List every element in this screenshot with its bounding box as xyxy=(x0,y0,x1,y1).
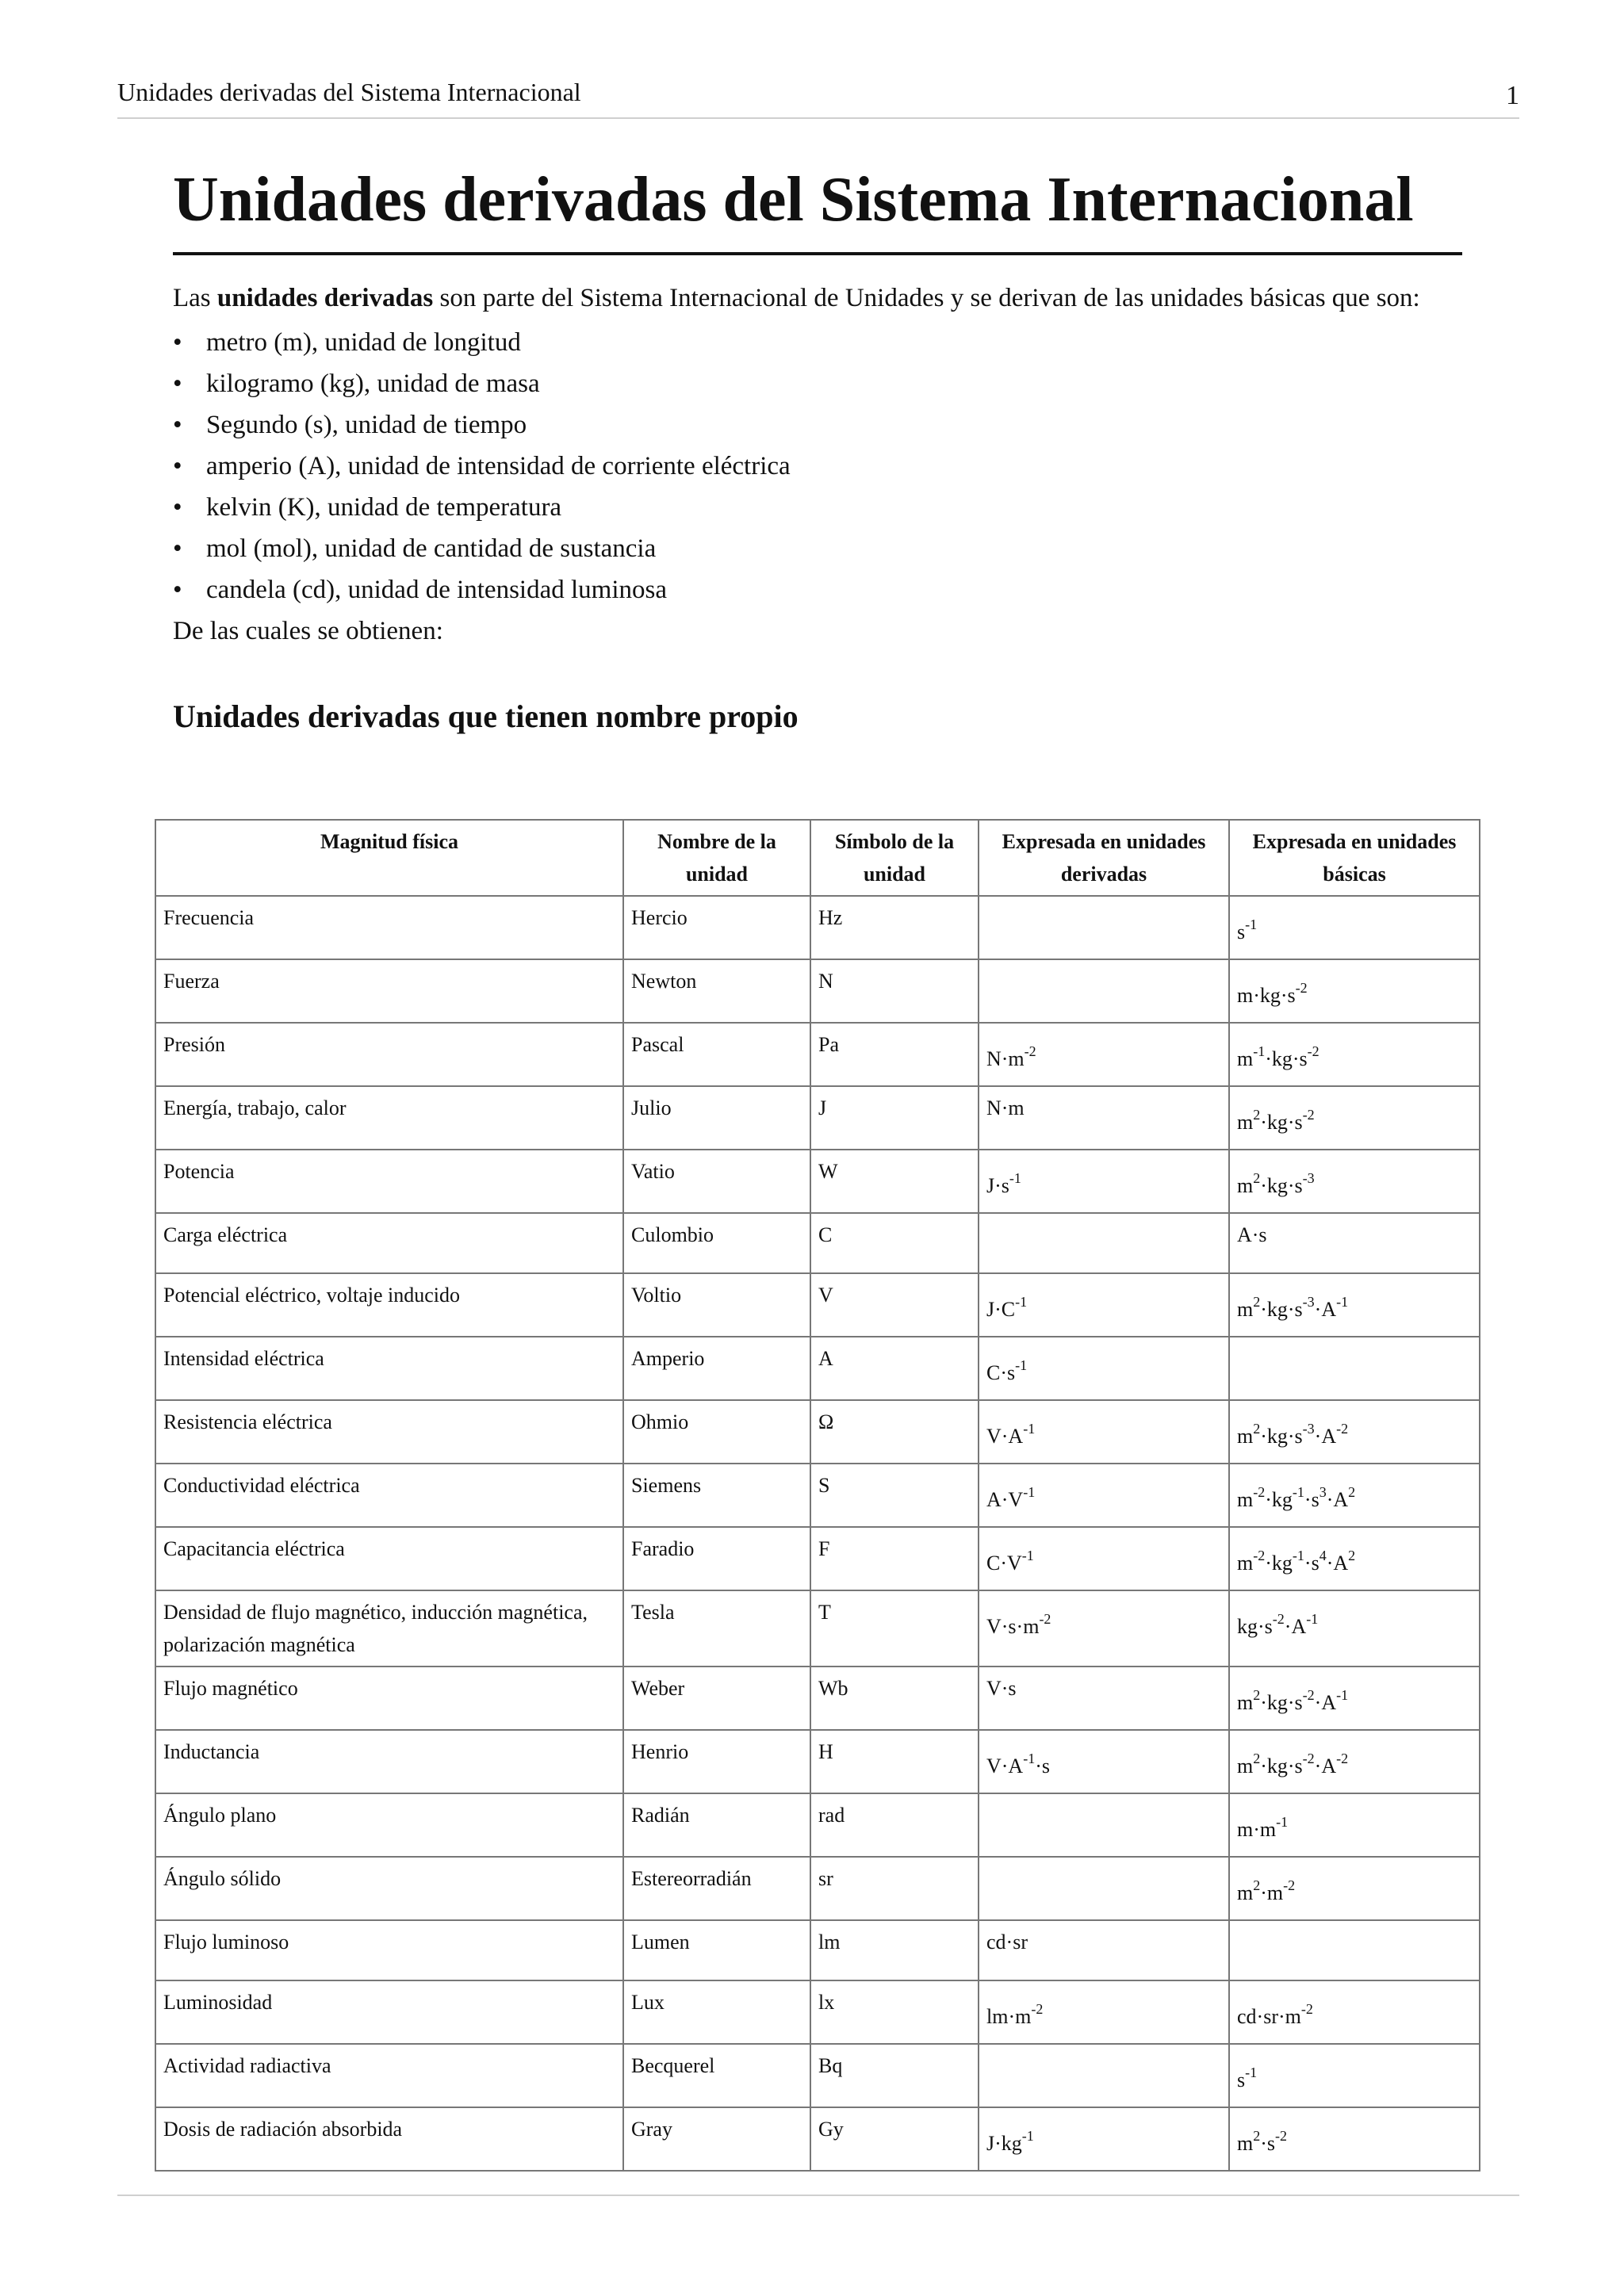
table-cell xyxy=(623,1023,810,1086)
table-cell xyxy=(623,1213,810,1273)
table-cell xyxy=(810,1086,979,1150)
table-cell xyxy=(1229,1920,1480,1980)
bullet-glyph: • xyxy=(173,493,182,522)
table-cell xyxy=(155,1730,623,1793)
column-header: Expresada en unidades derivadas xyxy=(979,820,1229,896)
table-row xyxy=(155,1337,1480,1400)
table-cell xyxy=(155,2044,623,2107)
table-row xyxy=(155,1527,1480,1590)
cell-value: Estereorradián xyxy=(631,1867,752,1890)
table-cell xyxy=(1229,1150,1480,1213)
base-units-list xyxy=(173,322,1462,610)
table-cell xyxy=(155,1590,623,1667)
table-cell xyxy=(623,1400,810,1464)
table-row xyxy=(155,1730,1480,1793)
table-row xyxy=(155,1920,1480,1980)
bullet-glyph: • xyxy=(173,328,182,357)
cell-value: Actividad radiactiva xyxy=(163,2054,331,2077)
list-item-text: Segundo (s), unidad de tiempo xyxy=(206,411,527,439)
list-item-text: mol (mol), unidad de cantidad de sustancia xyxy=(206,534,657,563)
cell-value: Intensidad eléctrica xyxy=(163,1347,324,1370)
table-cell xyxy=(979,1857,1229,1920)
table-cell xyxy=(1229,1086,1480,1150)
table-row xyxy=(155,1464,1480,1527)
table-cell xyxy=(810,1150,979,1213)
table-cell xyxy=(155,1023,623,1086)
list-item-text: metro (m), unidad de longitud xyxy=(206,328,521,357)
table-cell xyxy=(979,1980,1229,2044)
bullet-glyph: • xyxy=(173,369,182,398)
cell-value: H xyxy=(818,1740,833,1763)
cell-value: Inductancia xyxy=(163,1740,260,1763)
table-cell xyxy=(979,1730,1229,1793)
page-number: 1 xyxy=(1506,81,1519,110)
table-cell xyxy=(155,1464,623,1527)
list-item-text: kilogramo (kg), unidad de masa xyxy=(206,369,540,398)
cell-value: $m^2\cdot m^{-2}$ xyxy=(1237,1877,1296,1904)
cell-value: Lumen xyxy=(631,1931,690,1954)
cell-value: $m^2\cdot kg\cdot s^{-2}$ xyxy=(1237,1107,1315,1134)
table-cell xyxy=(155,1667,623,1730)
table-cell xyxy=(979,959,1229,1023)
cell-value: C xyxy=(818,1223,833,1246)
table-cell xyxy=(623,1920,810,1980)
bullet-glyph: • xyxy=(173,576,182,604)
list-item xyxy=(173,569,1462,610)
intro-pre: Las xyxy=(173,284,217,312)
cell-value: $kg\cdot s^{-2}\cdot A^{-1}$ xyxy=(1237,1611,1319,1638)
table-row xyxy=(155,1273,1480,1337)
bullet-glyph: • xyxy=(173,452,182,480)
table-cell xyxy=(810,1730,979,1793)
cell-value: Energía, trabajo, calor xyxy=(163,1096,347,1119)
cell-value: Potencia xyxy=(163,1160,235,1183)
table-cell xyxy=(979,1464,1229,1527)
table-cell xyxy=(1229,1667,1480,1730)
cell-value: $C\cdot s^{-1}$ xyxy=(986,1357,1028,1384)
intro-post: son parte del Sistema Internacional de Unidades y se derivan de las unidades básicas que son: xyxy=(433,284,1420,312)
table-cell xyxy=(623,896,810,959)
intro-paragraph xyxy=(173,277,1462,319)
table-cell xyxy=(623,1273,810,1337)
table-cell xyxy=(623,1793,810,1857)
list-item xyxy=(173,487,1462,528)
table-cell xyxy=(1229,896,1480,959)
table-cell xyxy=(979,1023,1229,1086)
cell-value: $s^{-1}$ xyxy=(1237,2064,1258,2091)
table-cell xyxy=(810,1920,979,1980)
cell-value: $s^{-1}$ xyxy=(1237,916,1258,943)
list-item xyxy=(173,528,1462,569)
cell-value: Weber xyxy=(631,1677,685,1700)
list-item xyxy=(173,446,1462,487)
table-cell xyxy=(155,959,623,1023)
cell-value: Densidad de flujo magnético, inducción magnética, polarización magnética xyxy=(163,1601,588,1656)
table-cell xyxy=(979,1086,1229,1150)
table-cell xyxy=(155,1273,623,1337)
cell-value: $V\cdot A^{-1}\cdot s$ xyxy=(986,1751,1050,1777)
cell-value: Lux xyxy=(631,1991,665,2014)
cell-value: $A\cdot V^{-1}$ xyxy=(986,1484,1036,1511)
table-cell xyxy=(979,1590,1229,1667)
column-header: Símbolo de la unidad xyxy=(810,820,979,896)
table-cell xyxy=(155,1980,623,2044)
cell-value: Carga eléctrica xyxy=(163,1223,288,1246)
cell-value: Tesla xyxy=(631,1601,675,1624)
cell-value: cd·sr xyxy=(986,1931,1028,1954)
table-cell xyxy=(810,1273,979,1337)
cell-value: Potencial eléctrico, voltaje inducido xyxy=(163,1284,460,1307)
table-cell xyxy=(810,1590,979,1667)
cell-value: Hercio xyxy=(631,906,688,929)
cell-value: F xyxy=(818,1537,830,1560)
table-cell xyxy=(810,959,979,1023)
cell-value: $J\cdot C^{-1}$ xyxy=(986,1294,1028,1321)
cell-value: $m^{-2}\cdot kg^{-1}\cdot s^3\cdot A^2$ xyxy=(1237,1484,1356,1511)
table-cell xyxy=(979,1150,1229,1213)
table-cell xyxy=(979,1213,1229,1273)
cell-value: V xyxy=(818,1284,833,1307)
table-cell xyxy=(810,1527,979,1590)
table-cell xyxy=(155,896,623,959)
cell-value: lx xyxy=(818,1991,835,2014)
cell-value: $J\cdot kg^{-1}$ xyxy=(986,2128,1034,2155)
section-title: Unidades derivadas que tienen nombre propio xyxy=(173,698,799,734)
cell-value: Amperio xyxy=(631,1347,705,1370)
table-cell xyxy=(1229,1337,1480,1400)
running-title: Unidades derivadas del Sistema Internacional xyxy=(117,78,581,106)
table-cell xyxy=(623,1086,810,1150)
cell-value: rad xyxy=(818,1804,845,1827)
table-row xyxy=(155,1590,1480,1667)
table-cell xyxy=(623,1980,810,2044)
cell-value: lm xyxy=(818,1931,841,1954)
list-item-text: kelvin (K), unidad de temperatura xyxy=(206,493,562,522)
table-cell xyxy=(979,1920,1229,1980)
column-header: Expresada en unidades básicas xyxy=(1229,820,1480,896)
table-cell xyxy=(979,896,1229,959)
cell-value: Ángulo sólido xyxy=(163,1867,282,1890)
cell-value: Julio xyxy=(631,1096,672,1119)
cell-value: W xyxy=(818,1160,838,1183)
table-cell xyxy=(155,1213,623,1273)
table-row xyxy=(155,959,1480,1023)
cell-value: Bq xyxy=(818,2054,843,2077)
table-cell xyxy=(979,1527,1229,1590)
column-header: Magnitud física xyxy=(155,820,623,896)
table-cell xyxy=(810,896,979,959)
table-cell xyxy=(623,1464,810,1527)
table-cell xyxy=(810,1023,979,1086)
cell-value: Voltio xyxy=(631,1284,682,1307)
table-cell xyxy=(155,1150,623,1213)
table-cell xyxy=(155,1086,623,1150)
cell-value: S xyxy=(818,1474,830,1497)
table-cell xyxy=(810,1980,979,2044)
cell-value: $m^2\cdot s^{-2}$ xyxy=(1237,2128,1288,2155)
table-row xyxy=(155,1793,1480,1857)
table-row xyxy=(155,1150,1480,1213)
table-cell xyxy=(979,2107,1229,2171)
table-cell xyxy=(810,1793,979,1857)
cell-value: $m^2\cdot kg\cdot s^{-3}\cdot A^{-2}$ xyxy=(1237,1421,1349,1448)
table-cell xyxy=(810,2044,979,2107)
table-cell xyxy=(979,1337,1229,1400)
cell-value: Ω xyxy=(818,1410,834,1433)
table-cell xyxy=(1229,1793,1480,1857)
table-row xyxy=(155,1023,1480,1086)
cell-value: sr xyxy=(818,1867,833,1890)
cell-value: Conductividad eléctrica xyxy=(163,1474,360,1497)
table-cell xyxy=(623,1667,810,1730)
bullet-glyph: • xyxy=(173,534,182,563)
cell-value: Ángulo plano xyxy=(163,1804,277,1827)
table-cell xyxy=(623,1590,810,1667)
cell-value: J xyxy=(818,1096,827,1119)
bullet-glyph: • xyxy=(173,411,182,439)
cell-value: Capacitancia eléctrica xyxy=(163,1537,345,1560)
cell-value: N xyxy=(818,970,833,993)
cell-value: $m\cdot m^{-1}$ xyxy=(1237,1814,1289,1841)
table-row xyxy=(155,896,1480,959)
table-cell xyxy=(979,2044,1229,2107)
table-cell xyxy=(979,1667,1229,1730)
cell-value: $V\cdot s\cdot m^{-2}$ xyxy=(986,1611,1051,1638)
table-body xyxy=(155,896,1480,2171)
cell-value: $J\cdot s^{-1}$ xyxy=(986,1170,1021,1197)
cell-value: Flujo magnético xyxy=(163,1677,298,1700)
table-cell xyxy=(155,1337,623,1400)
table-cell xyxy=(155,1920,623,1980)
table-cell xyxy=(810,2107,979,2171)
cell-value: $m\cdot kg\cdot s^{-2}$ xyxy=(1237,980,1308,1007)
table-cell xyxy=(979,1273,1229,1337)
cell-value: $cd\cdot sr\cdot m^{-2}$ xyxy=(1237,2001,1313,2028)
cell-value: Henrio xyxy=(631,1740,689,1763)
cell-value: $m^2\cdot kg\cdot s^{-3}\cdot A^{-1}$ xyxy=(1237,1294,1349,1321)
table-cell xyxy=(810,1400,979,1464)
cell-value: Pascal xyxy=(631,1033,684,1056)
cell-value: Vatio xyxy=(631,1160,675,1183)
cell-value: $N\cdot m^{-2}$ xyxy=(986,1043,1036,1070)
cell-value: A xyxy=(818,1347,833,1370)
cell-value: A·s xyxy=(1237,1223,1267,1246)
table-cell xyxy=(1229,1980,1480,2044)
cell-value: T xyxy=(818,1601,831,1624)
table-row xyxy=(155,1980,1480,2044)
cell-value: V·s xyxy=(986,1677,1017,1700)
cell-value: Wb xyxy=(818,1677,848,1700)
table-cell xyxy=(1229,1273,1480,1337)
cell-value: Culombio xyxy=(631,1223,714,1246)
column-header: Nombre de la unidad xyxy=(623,820,810,896)
page-title: Unidades derivadas del Sistema Internacional xyxy=(173,155,1462,255)
table-row xyxy=(155,1400,1480,1464)
table-cell xyxy=(1229,1857,1480,1920)
table-cell xyxy=(623,1857,810,1920)
cell-value: Radián xyxy=(631,1804,690,1827)
table-cell xyxy=(979,1400,1229,1464)
table-cell xyxy=(1229,1590,1480,1667)
cell-value: $lm\cdot m^{-2}$ xyxy=(986,2001,1044,2028)
table-row xyxy=(155,2044,1480,2107)
cell-value: Hz xyxy=(818,906,843,929)
table-cell xyxy=(155,1857,623,1920)
cell-value: $m^{-2}\cdot kg^{-1}\cdot s^4\cdot A^2$ xyxy=(1237,1548,1356,1575)
table-cell xyxy=(623,1527,810,1590)
cell-value: Pa xyxy=(818,1033,839,1056)
derived-units-table xyxy=(155,819,1480,2172)
table-cell xyxy=(1229,2107,1480,2171)
table-cell xyxy=(1229,1023,1480,1086)
cell-value: $C\cdot V^{-1}$ xyxy=(986,1548,1034,1575)
table-cell xyxy=(1229,1464,1480,1527)
table-cell xyxy=(810,1464,979,1527)
cell-value: Flujo luminoso xyxy=(163,1931,289,1954)
cell-value: $m^2\cdot kg\cdot s^{-2}\cdot A^{-2}$ xyxy=(1237,1751,1349,1777)
cell-value: $m^2\cdot kg\cdot s^{-3}$ xyxy=(1237,1170,1315,1197)
list-item xyxy=(173,363,1462,404)
table-cell xyxy=(810,1857,979,1920)
table-cell xyxy=(1229,2044,1480,2107)
cell-value: Faradio xyxy=(631,1537,695,1560)
cell-value: Newton xyxy=(631,970,697,993)
cell-value: Gy xyxy=(818,2118,844,2141)
table-cell xyxy=(810,1337,979,1400)
cell-value: Luminosidad xyxy=(163,1991,273,2014)
cell-value: $m^2\cdot kg\cdot s^{-2}\cdot A^{-1}$ xyxy=(1237,1687,1349,1714)
cell-value: Ohmio xyxy=(631,1410,689,1433)
cell-value: $m^{-1}\cdot kg\cdot s^{-2}$ xyxy=(1237,1043,1320,1070)
table-cell xyxy=(1229,1730,1480,1793)
table-cell xyxy=(810,1213,979,1273)
table-cell xyxy=(155,1527,623,1590)
article-body xyxy=(173,155,1462,740)
table-row xyxy=(155,1086,1480,1150)
intro-bold-term: unidades derivadas xyxy=(216,284,434,312)
table-cell xyxy=(1229,959,1480,1023)
table-cell xyxy=(155,1793,623,1857)
table-cell xyxy=(1229,1400,1480,1464)
cell-value: Dosis de radiación absorbida xyxy=(163,2118,403,2141)
table-row xyxy=(155,1213,1480,1273)
cell-value: Frecuencia xyxy=(163,906,255,929)
cell-value: Fuerza xyxy=(163,970,220,993)
cell-value: Gray xyxy=(631,2118,672,2141)
table-cell xyxy=(155,1400,623,1464)
table-cell xyxy=(623,1730,810,1793)
table-cell xyxy=(623,1337,810,1400)
table-cell xyxy=(623,2044,810,2107)
table-cell xyxy=(810,1667,979,1730)
list-item-text: candela (cd), unidad de intensidad luminosa xyxy=(206,576,667,604)
cell-value: Resistencia eléctrica xyxy=(163,1410,332,1433)
after-list-text: De las cuales se obtienen: xyxy=(173,617,443,645)
footer-rule xyxy=(117,2195,1519,2196)
cell-value: N·m xyxy=(986,1096,1025,1119)
table-row xyxy=(155,2107,1480,2171)
cell-value: Becquerel xyxy=(631,2054,715,2077)
cell-value: Presión xyxy=(163,1033,225,1056)
table-row xyxy=(155,1857,1480,1920)
table-cell xyxy=(623,2107,810,2171)
cell-value: Siemens xyxy=(631,1474,702,1497)
list-item xyxy=(173,404,1462,446)
table-cell xyxy=(979,1793,1229,1857)
table-cell xyxy=(155,2107,623,2171)
cell-value: $V\cdot A^{-1}$ xyxy=(986,1421,1036,1448)
list-item-text: amperio (A), unidad de intensidad de corriente eléctrica xyxy=(206,452,791,480)
table-cell xyxy=(1229,1213,1480,1273)
table-cell xyxy=(623,1150,810,1213)
running-header xyxy=(117,78,1519,119)
table-header-row xyxy=(155,820,1480,896)
table-cell xyxy=(623,959,810,1023)
table-row xyxy=(155,1667,1480,1730)
list-item xyxy=(173,322,1462,363)
table-cell xyxy=(1229,1527,1480,1590)
